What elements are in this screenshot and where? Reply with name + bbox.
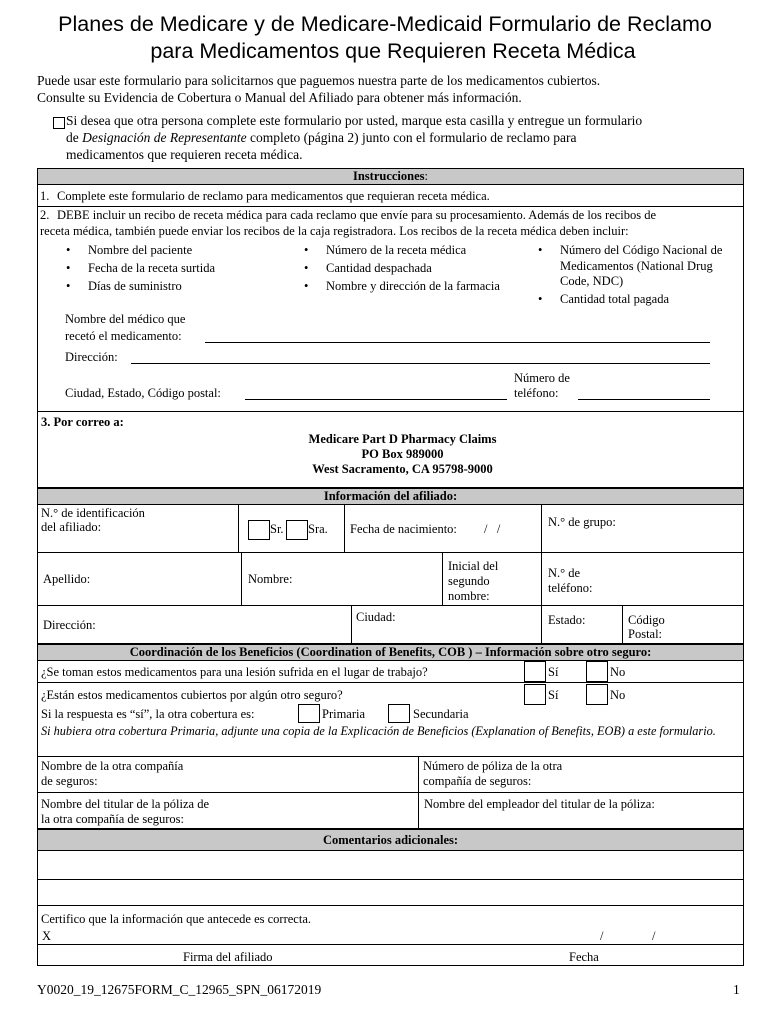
employer-label: Nombre del empleador del titular de la póliza: [424, 797, 655, 811]
secondary-coverage-label: Secundaria [413, 707, 469, 721]
instruction-2-number: 2. [40, 208, 50, 222]
cob-question-workplace: ¿Se toman estos medicamentos para una lesión sufrida en el lugar de trabajo? [41, 665, 428, 679]
workplace-no-checkbox[interactable] [586, 661, 608, 682]
member-city-label: Ciudad: [356, 610, 396, 624]
representative-text2: de Designación de Representante completo (página 2) junto con el formulario de reclamo para [66, 130, 577, 145]
sra-label: Sra. [308, 522, 328, 536]
prescriber-phone-label-line1: Número de [514, 371, 570, 385]
prescriber-address-label: Dirección: [65, 350, 118, 364]
policy-holder-label-line1: Nombre del titular de la póliza de [41, 797, 209, 811]
instruction-1-text: Complete este formulario de reclamo para medicamentos que requieran receta médica. [57, 189, 490, 203]
cob-header: Coordinación de los Beneficios (Coordination of Benefits, COB ) – Información sobre otro seguro: [37, 644, 744, 661]
representative-text3: medicamentos que requieren receta médica. [66, 147, 303, 162]
first-name-label: Nombre: [248, 572, 293, 586]
comments-line-2[interactable] [37, 905, 744, 906]
member-address-label: Dirección: [43, 618, 96, 632]
last-name-label: Apellido: [43, 572, 91, 586]
receipt-item: • Cantidad total pagada [560, 292, 669, 306]
member-zip-label: Código Postal: [628, 613, 665, 641]
phone-number-label: N.° de teléfono: [548, 566, 593, 595]
intro-line1: Puede usar este formulario para solicitarnos que paguemos nuestra parte de los medicamentos cubiertos. [37, 73, 601, 88]
instruction-2-line1: DEBE incluir un recibo de receta médica para cada reclamo que envíe para su procesamiento. Además de los recibos de [57, 208, 657, 222]
workplace-no-label: No [610, 665, 626, 679]
policy-holder-label-line2: la otra compañía de seguros: [41, 812, 185, 826]
member-header: Información del afiliado: [37, 488, 744, 505]
mail-label: 3. Por correo a: [41, 415, 124, 429]
prescriber-city-field[interactable] [245, 399, 507, 400]
form-code: Y0020_19_12675FORM_C_12965_SPN_06172019 [37, 982, 322, 997]
dob-separators: / / [484, 522, 501, 536]
prescriber-name-field[interactable] [205, 342, 710, 343]
group-number-label: N.° de grupo: [548, 515, 616, 529]
signature-x: X [42, 929, 52, 943]
form-title-line1: Planes de Medicare y de Medicare-Medicaid Formulario de Reclamo [58, 12, 712, 36]
member-id-label: N.° de identificación del afiliado: [41, 506, 145, 534]
primary-coverage-label: Primaria [322, 707, 366, 721]
other-insurance-no-checkbox[interactable] [586, 684, 608, 705]
other-insurance-no-label: No [610, 688, 626, 702]
instruction-2-line2: receta médica, también puede enviar los recibos de la caja registradora. Los recibos de la receta médica deben incluir: [40, 224, 629, 238]
sra-checkbox[interactable] [286, 520, 308, 540]
workplace-yes-checkbox[interactable] [524, 661, 546, 682]
receipt-item: • Días de suministro [88, 279, 182, 293]
other-insurance-yes-label: Sí [548, 688, 559, 702]
representative-text1: Si desea que otra persona complete este formulario por usted, marque esta casilla y entregue un formulario [66, 113, 643, 128]
prescriber-label-line1: Nombre del médico que [65, 312, 186, 326]
signature-label: Firma del afiliado [183, 950, 273, 964]
other-coverage-label: Si la respuesta es “sí”, la otra cobertura es: [41, 707, 255, 721]
prescriber-phone-field[interactable] [578, 399, 710, 400]
prescriber-phone-label-line2: teléfono: [514, 386, 559, 400]
comments-header: Comentarios adicionales: [37, 829, 744, 851]
receipt-item: • Fecha de la receta surtida [88, 261, 215, 275]
date-separator-1: / [600, 929, 604, 943]
mail-address-line1: Medicare Part D Pharmacy Claims [308, 432, 497, 446]
policy-number-label-line2: compañía de seguros: [423, 774, 532, 788]
date-label: Fecha [569, 950, 599, 964]
intro-line2: Consulte su Evidencia de Cobertura o Manual del Afiliado para obtener más información. [37, 90, 522, 105]
form-title-line2: para Medicamentos que Requieren Receta Médica [150, 39, 636, 63]
prescriber-city-label: Ciudad, Estado, Código postal: [65, 386, 221, 400]
representative-form-name: Designación de Representante [82, 130, 247, 145]
instructions-header: Instrucciones: [37, 168, 744, 185]
member-state-label: Estado: [548, 613, 586, 627]
page-number: 1 [733, 982, 740, 997]
signature-line[interactable] [37, 944, 744, 945]
prescriber-address-field[interactable] [131, 363, 710, 364]
dob-label: Fecha de nacimiento: [350, 522, 457, 536]
cob-question-other-insurance: ¿Están estos medicamentos cubiertos por algún otro seguro? [41, 688, 343, 702]
comments-line-1[interactable] [37, 879, 744, 880]
receipt-item: • Nombre y dirección de la farmacia [326, 279, 500, 293]
sr-checkbox[interactable] [248, 520, 270, 540]
sr-label: Sr. [270, 522, 284, 536]
receipt-item: • Número de la receta médica [326, 243, 466, 257]
prescriber-label-line2: recetó el medicamento: [65, 329, 182, 343]
receipt-item: • Cantidad despachada [326, 261, 432, 275]
mail-address-line3: West Sacramento, CA 95798-9000 [312, 462, 493, 476]
receipt-item: • Nombre del paciente [88, 243, 192, 257]
mail-address-line2: PO Box 989000 [361, 447, 444, 461]
cob-note: Si hubiera otra cobertura Primaria, adjunte una copia de la Explicación de Beneficios (Explanation of Benefits, EOB) a este formulario. [41, 724, 716, 738]
secondary-coverage-checkbox[interactable] [388, 704, 410, 723]
other-company-label-line2: de seguros: [41, 774, 98, 788]
instruction-1-number: 1. [40, 189, 50, 203]
certification-text: Certifico que la información que antecede es correcta. [41, 912, 312, 926]
representative-checkbox[interactable] [53, 117, 65, 129]
receipt-item: • Número del Código Nacional de Medicamentos (National Drug Code, NDC) [560, 243, 735, 290]
other-company-label-line1: Nombre de la otra compañía [41, 759, 184, 773]
other-insurance-yes-checkbox[interactable] [524, 684, 546, 705]
middle-initial-label: Inicial del segundo nombre: [448, 559, 499, 603]
policy-number-label-line1: Número de póliza de la otra [423, 759, 563, 773]
workplace-yes-label: Sí [548, 665, 559, 679]
date-separator-2: / [652, 929, 656, 943]
primary-coverage-checkbox[interactable] [298, 704, 320, 723]
